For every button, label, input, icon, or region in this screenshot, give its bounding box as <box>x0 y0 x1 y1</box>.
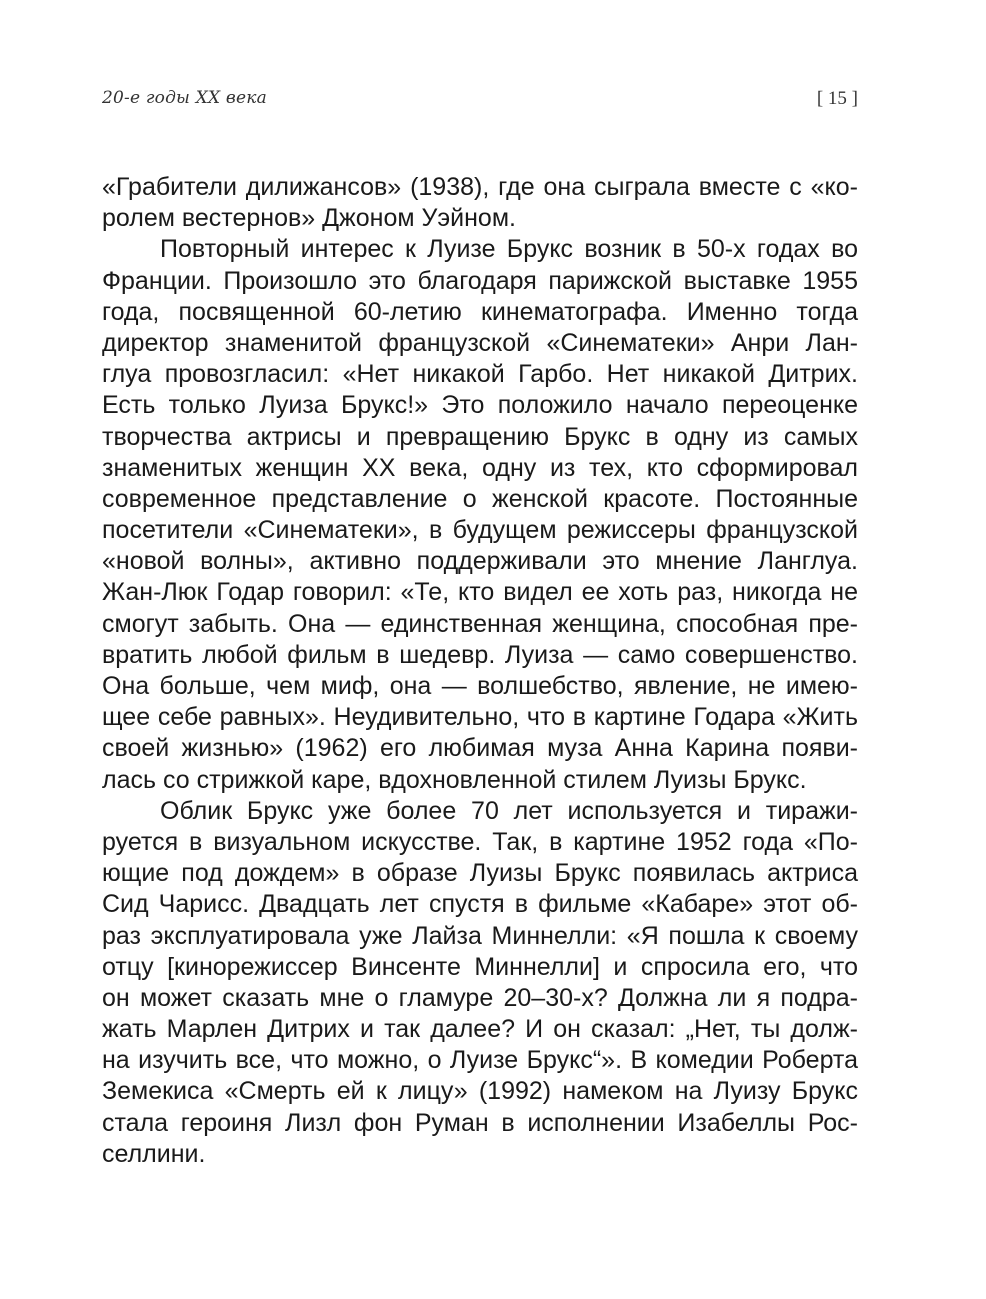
text-line: щее себе равных». Неудивительно, что в картине Годара «Жить <box>102 703 858 732</box>
page-number: [ 15 ] <box>816 88 858 109</box>
text-line: Повторный интерес к Луизе Брукс возник в 50-х годах во <box>160 235 858 264</box>
text-line: раз эксплуатировала уже Лайза Миннелли: «Я пошла к своему <box>102 921 858 950</box>
text-line: он может сказать мне о гламуре 20–30-х? Должна ли я подра- <box>102 983 858 1012</box>
text-line: смогут забыть. Она — единственная женщина, способная пре- <box>102 609 858 638</box>
text-line: творчества актрисы и превращению Брукс в одну из самых <box>102 422 858 451</box>
text-line: Сид Чарисс. Двадцать лет спустя в фильме «Кабаре» этот об- <box>102 890 858 919</box>
text-line: Жан-Люк Годар говорил: «Те, кто видел ее хоть раз, никогда не <box>102 578 858 607</box>
text-line: посетители «Синематеки», в будущем режиссеры французской <box>102 516 858 545</box>
text-line: Она больше, чем миф, она — волшебство, явление, не имею- <box>102 672 858 700</box>
text-line: Есть только Луиза Брукс!» Это положило начало переоценке <box>102 391 858 420</box>
text-line: ролем вестернов» Джоном Уэйном. <box>102 204 516 233</box>
text-line: ющие под дождем» в образе Луизы Брукс появилась актриса <box>102 859 858 888</box>
text-line: руется в визуальном искусстве. Так, в картине 1952 года «По- <box>102 827 858 856</box>
text-line: лась со стрижкой каре, вдохновленной стилем Луизы Брукс. <box>102 765 807 794</box>
text-line: знаменитых женщин XX века, одну из тех, кто сформировал <box>102 453 858 482</box>
text-line: вратить любой фильм в шедевр. Луиза — само совершенство. <box>102 640 858 669</box>
text-line: Франции. Произошло это благодаря парижской выставке 1955 <box>102 266 858 295</box>
text-line: отцу [кинорежиссер Винсенте Миннелли] и спросила его, что <box>102 952 858 981</box>
text-line: «Грабители дилижансов» (1938), где она сыграла вместе с «ко- <box>102 173 858 201</box>
text-line: Земекиса «Смерть ей к лицу» (1992) намеком на Луизу Брукс <box>102 1077 858 1106</box>
text-line: «новой волны», активно поддерживали это мнение Ланглуа. <box>102 547 858 576</box>
text-line: своей жизнью» (1962) его любимая муза Анна Карина появи- <box>102 734 858 763</box>
running-title: 20-е годы XX века <box>102 88 267 108</box>
text-line: селлини. <box>102 1139 206 1168</box>
body-text <box>102 172 858 1170</box>
text-line: глуа провозгласил: «Нет никакой Гарбо. Нет никакой Дитрих. <box>102 360 858 389</box>
text-line: жать Марлен Дитрих и так далее? И он сказал: „Нет, ты долж- <box>102 1015 858 1044</box>
text-line: директор знаменитой французской «Синематеки» Анри Лан- <box>102 328 858 357</box>
text-line: на изучить все, что можно, о Луизе Брукс“». В комедии Роберта <box>102 1046 858 1075</box>
text-line: стала героиня Лизл фон Руман в исполнении Изабеллы Рос- <box>102 1108 858 1137</box>
text-line: года, посвященной 60-летию кинематографа. Именно тогда <box>102 297 858 326</box>
text-line: Облик Брукс уже более 70 лет используется и тиражи- <box>160 796 858 825</box>
text-line: современное представление о женской красоте. Постоянные <box>102 484 858 513</box>
